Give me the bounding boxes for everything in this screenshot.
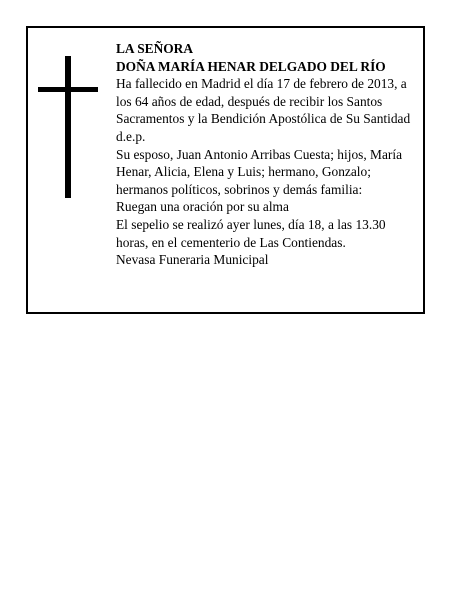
family-list: Su esposo, Juan Antonio Arribas Cuesta; hijos, María Henar, Alicia, Elena y Luis; hermano, Gonzalo; hermanos políticos, sobrinos y demás familia: [116,146,403,197]
death-announcement: Ha fallecido en Madrid el día 17 de febrero de 2013, a los 64 años de edad, después de recibir los Santos Sacramentos y la Bendición Apostólica de Su Santidad d.e.p. [116,76,411,144]
deceased-name: DOÑA MARÍA HENAR DELGADO DEL RÍO [116,58,386,74]
obituary-text [116,40,416,269]
burial-info: El sepelio se realizó ayer lunes, día 18, a las 13.30 horas, en el cementerio de Las Contiendas. [116,216,386,250]
obituary-notice [26,26,425,314]
cross-icon [38,56,98,198]
funeral-home: Nevasa Funeraria Municipal [116,252,269,268]
deceased-title: LA SEÑORA [116,41,194,56]
prayer-request: Ruegan una oración por su alma [116,199,289,215]
cross-vertical-bar [65,56,71,198]
cross-horizontal-bar [38,87,98,92]
